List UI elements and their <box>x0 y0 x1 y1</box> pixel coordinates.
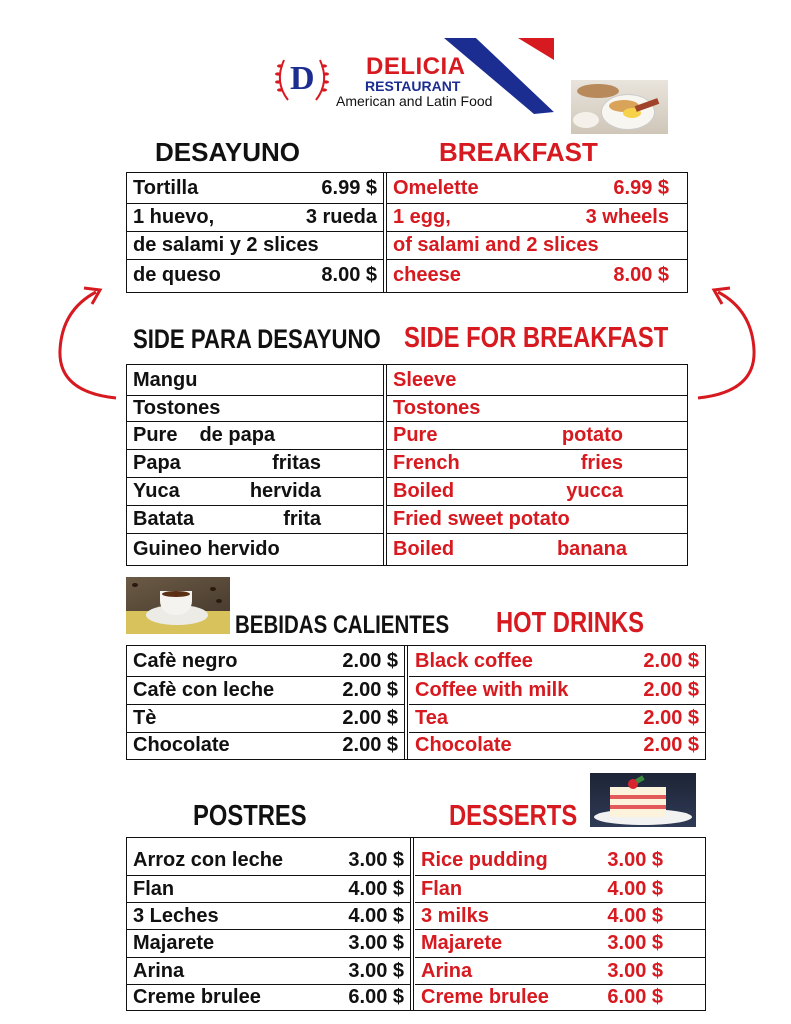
table-row <box>387 173 687 203</box>
hot-drinks-table <box>126 645 706 760</box>
table-row <box>387 449 687 477</box>
table-row <box>415 957 705 984</box>
item-name: Boiled <box>393 480 455 502</box>
table-row <box>127 646 404 676</box>
item-name: Papa <box>133 452 181 474</box>
item-name: Tea <box>415 707 448 729</box>
item-price: 6.00 $ <box>348 986 404 1008</box>
item-name: 1 huevo, <box>133 206 215 228</box>
breakfast-title-en: BREAKFAST <box>439 137 598 167</box>
table-row <box>127 421 383 449</box>
item-price: 3.00 $ <box>348 849 404 871</box>
item-price: 2.00 $ <box>643 679 699 701</box>
item-price: 3.00 $ <box>607 849 663 871</box>
desserts-title-es: POSTRES <box>193 800 307 832</box>
sides-column-en <box>387 365 687 565</box>
sides-column-es <box>127 365 383 565</box>
flag-stripes-graphic <box>440 36 558 116</box>
table-row <box>127 395 383 421</box>
breakfast-plate-photo <box>571 80 668 134</box>
item-price: 8.00 $ <box>321 264 377 286</box>
item-name: Chocolate <box>133 734 230 756</box>
item-name: 3 milks <box>421 904 489 927</box>
table-row <box>415 984 705 1010</box>
item-name: Sleeve <box>393 368 457 391</box>
item-price: 2.00 $ <box>643 649 699 672</box>
item-price: 3.00 $ <box>348 932 404 954</box>
item-name: 3 Leches <box>133 904 219 927</box>
item-name: Cafè con leche <box>133 679 275 701</box>
table-row <box>127 477 383 505</box>
table-row <box>127 203 383 231</box>
curved-arrow-left-icon <box>50 280 122 404</box>
item-price: 2.00 $ <box>643 707 699 729</box>
table-row <box>415 929 705 957</box>
table-row <box>127 173 383 203</box>
item-name: Arroz con leche <box>133 849 284 871</box>
table-row <box>127 929 410 957</box>
desserts-title-en: DESSERTS <box>449 800 578 832</box>
table-row <box>415 902 705 929</box>
table-row <box>127 732 404 758</box>
item-name: Tostones <box>393 397 481 419</box>
item-name: Tortilla <box>133 176 199 199</box>
item-price: 6.00 $ <box>607 986 663 1008</box>
item-price: 3.00 $ <box>607 959 663 982</box>
table-row <box>127 533 383 564</box>
item-name: Boiled <box>393 537 455 560</box>
item-price: 3.00 $ <box>348 959 404 982</box>
item-name: Cafè negro <box>133 649 238 672</box>
table-row <box>127 505 383 533</box>
item-price: 8.00 $ <box>613 264 669 286</box>
item-price: 4.00 $ <box>348 877 404 900</box>
item-detail: 3 rueda <box>305 206 377 228</box>
sides-title-es: SIDE PARA DESAYUNO <box>133 324 381 354</box>
item-price: 4.00 $ <box>348 904 404 927</box>
column-divider <box>410 838 414 1010</box>
table-row <box>127 957 410 984</box>
column-divider <box>404 646 408 759</box>
table-row <box>409 676 705 704</box>
desserts-table <box>126 837 706 1011</box>
restaurant-logo <box>270 52 334 108</box>
table-row <box>127 902 410 929</box>
breakfast-column-en <box>387 173 687 292</box>
breakfast-table <box>126 172 688 293</box>
table-row <box>387 477 687 505</box>
table-row <box>387 421 687 449</box>
brand-name: DELICIA <box>366 53 466 80</box>
table-row <box>127 449 383 477</box>
item-detail: hervida <box>249 480 321 502</box>
item-name: Yuca <box>133 480 180 502</box>
item-name: Omelette <box>393 176 479 199</box>
item-name: Arina <box>133 959 185 982</box>
table-row <box>127 875 410 902</box>
cake-slice-photo <box>590 773 696 827</box>
hot-drinks-column-es <box>127 646 404 759</box>
table-row <box>127 984 410 1010</box>
item-name: Pure <box>133 424 178 446</box>
item-detail: fries <box>580 452 623 474</box>
item-name: 1 egg, <box>393 206 451 228</box>
item-name: cheese <box>393 264 461 286</box>
table-row <box>387 231 687 259</box>
item-name: of salami and 2 slices <box>393 234 599 256</box>
item-price: 6.99 $ <box>321 176 377 199</box>
item-name: Rice pudding <box>421 849 548 871</box>
item-name: Fried sweet potato <box>393 508 570 530</box>
item-name: French <box>393 452 460 474</box>
item-price: 4.00 $ <box>607 877 663 900</box>
table-row <box>409 732 705 758</box>
coffee-cup-photo <box>126 577 230 634</box>
item-name: Tostones <box>133 397 221 419</box>
item-detail: fritas <box>272 452 321 474</box>
table-row <box>127 365 383 395</box>
table-row <box>127 704 404 732</box>
item-name: Majarete <box>421 932 503 954</box>
table-row <box>387 533 687 564</box>
desserts-column-en <box>415 838 705 1010</box>
sides-title-en: SIDE FOR BREAKFAST <box>404 322 669 354</box>
item-name: Pure <box>393 424 438 446</box>
item-name: Coffee with milk <box>415 679 569 701</box>
item-name: de salami y 2 slices <box>133 234 319 256</box>
table-row <box>127 838 410 875</box>
item-detail: potato <box>561 424 623 446</box>
item-name: Batata <box>133 508 195 530</box>
item-price: 6.99 $ <box>613 176 669 199</box>
table-row <box>409 646 705 676</box>
item-name: Chocolate <box>415 734 512 756</box>
item-price: 2.00 $ <box>643 734 699 756</box>
brand-tagline: American and Latin Food <box>336 93 493 109</box>
hot-drinks-title-es: BEBIDAS CALIENTES <box>235 611 450 639</box>
item-name: Black coffee <box>415 649 533 672</box>
item-detail: 3 wheels <box>585 206 669 228</box>
table-row <box>127 231 383 259</box>
hot-drinks-column-en <box>409 646 705 759</box>
item-price: 2.00 $ <box>342 679 398 701</box>
item-detail: frita <box>283 508 321 530</box>
item-price: 2.00 $ <box>342 734 398 756</box>
item-name: Majarete <box>133 932 215 954</box>
item-name: Flan <box>133 877 175 900</box>
item-name: de queso <box>133 264 221 286</box>
breakfast-title-es: DESAYUNO <box>155 137 300 167</box>
table-row <box>127 676 404 704</box>
breakfast-column-es <box>127 173 383 292</box>
item-name: Creme brulee <box>421 986 549 1008</box>
table-row <box>415 875 705 902</box>
table-row <box>387 365 687 395</box>
item-detail: banana <box>556 537 627 560</box>
table-row <box>387 505 687 533</box>
item-price: 2.00 $ <box>342 707 398 729</box>
logo-letter: D <box>290 60 315 97</box>
item-name: Flan <box>421 877 463 900</box>
table-row <box>409 704 705 732</box>
curved-arrow-right-icon <box>692 280 764 404</box>
table-row <box>415 838 705 875</box>
brand-subtitle: RESTAURANT <box>365 78 461 94</box>
item-detail: yucca <box>566 480 623 502</box>
hot-drinks-title-en: HOT DRINKS <box>496 607 644 639</box>
table-row <box>387 259 687 291</box>
item-name: Arina <box>421 959 473 982</box>
table-row <box>387 395 687 421</box>
item-name: Mangu <box>133 368 198 391</box>
item-price: 2.00 $ <box>342 649 398 672</box>
item-name: Tè <box>133 707 157 729</box>
item-price: 3.00 $ <box>607 932 663 954</box>
item-detail: de papa <box>199 424 276 446</box>
item-price: 4.00 $ <box>607 904 663 927</box>
desserts-column-es <box>127 838 410 1010</box>
table-row <box>387 203 687 231</box>
sides-table <box>126 364 688 566</box>
item-name: Creme brulee <box>133 986 261 1008</box>
item-name: Guineo hervido <box>133 537 280 560</box>
table-row <box>127 259 383 291</box>
